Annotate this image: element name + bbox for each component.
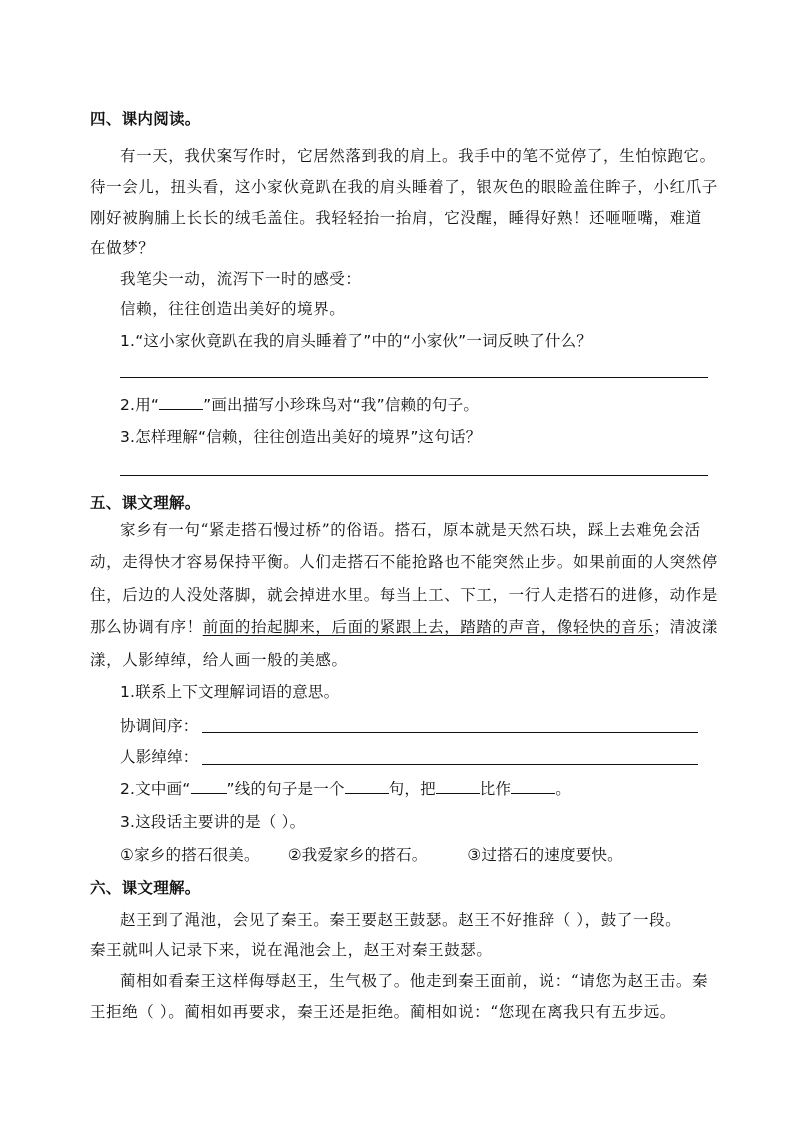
passage-5-line-1: 家乡有一句“紧走搭石慢过桥”的俗语。搭石，原本就是天然石块，踩上去难免会活: [120, 521, 701, 539]
passage-4-line-4: 在做梦？: [90, 239, 155, 257]
answer-line-word-2[interactable]: [202, 764, 698, 765]
passage-5-line-3: 住，后边的人没处落脚，就会掉进水里。每当上工、下工，一行人走搭石的进修，动作是: [90, 586, 718, 604]
passage-6-line-4: 王拒绝（ ）。蔺相如再要求，秦王还是拒绝。蔺相如说：“您现在离我只有五步远。: [90, 1003, 676, 1021]
question-4-2: [120, 395, 479, 415]
passage-5-line-2: 动，走得快才容易保持平衡。人们走搭石不能抢路也不能突然止步。如果前面的人突然停: [90, 553, 718, 571]
question-5-1: 1.联系上下文理解词语的意思。: [120, 683, 340, 701]
passage-4-line-1: 有一天，我伏案写作时，它居然落到我的肩上。我手中的笔不觉停了，生怕惊跑它。: [120, 147, 716, 165]
options-row: [120, 845, 623, 865]
word-1-label: 协调间序：: [120, 717, 199, 735]
passage-5-line-4-start: 那么协调有序！: [90, 618, 203, 636]
section-6-title: 六、课文理解。: [90, 879, 201, 897]
passage-4-line-3: 刚好被胸脯上长长的绒毛盖住。我轻轻抬一抬肩，它没醒，睡得好熟！还咂咂嘴，难道: [90, 209, 702, 227]
answer-line-4-3[interactable]: [120, 475, 708, 476]
word-2-label: 人影绰绰：: [120, 748, 199, 766]
underlined-sentence: 前面的抬起脚来，后面的紧跟上去，踏踏的声音，像轻快的音乐: [202, 618, 654, 636]
question-5-2-part-3: 句，把: [388, 780, 436, 798]
passage-6-line-3: 蔺相如看秦王这样侮辱赵王，生气极了。他走到秦王面前，说：“请您为赵王击。秦: [120, 972, 709, 990]
question-4-1: 1.“这小家伙竟趴在我的肩头睡着了”中的“小家伙”一词反映了什么？: [120, 332, 593, 350]
option-1[interactable]: ①家乡的搭石很美。: [120, 846, 260, 864]
underline-sample: [159, 395, 203, 410]
question-4-2-prefix: 2.用“: [120, 396, 160, 414]
option-3[interactable]: ③过搭石的速度要快。: [467, 846, 623, 864]
question-5-2-part-2: ”线的句子是一个: [226, 780, 345, 798]
answer-line-word-1[interactable]: [202, 732, 698, 733]
passage-5-line-4: [90, 617, 718, 637]
passage-6-line-1: 赵王到了渑池，会见了秦王。秦王要赵王鼓瑟。赵王不好推辞（ ），鼓了一段。: [120, 911, 682, 929]
passage-4-line-5: 我笔尖一动，流泻下一时的感受：: [120, 270, 362, 288]
passage-4-line-6: 信赖，往往创造出美好的境界。: [120, 300, 346, 318]
passage-5-line-4-end: ；清波漾: [653, 618, 718, 636]
section-4-title: 四、课内阅读。: [90, 110, 201, 128]
question-4-3: 3.怎样理解“信赖，往往创造出美好的境界”这句话？: [120, 428, 482, 446]
question-5-2: [120, 779, 571, 799]
passage-4-line-2: 待一会儿，扭头看，这小家伙竟趴在我的肩头睡着了，银灰色的眼睑盖住眸子，小红爪子: [90, 178, 718, 196]
section-5-title: 五、课文理解。: [90, 494, 201, 512]
blank-sentence-type[interactable]: [345, 779, 389, 794]
passage-6-line-2: 秦王就叫人记录下来，说在渑池会上，赵王对秦王鼓瑟。: [90, 941, 493, 959]
blank-subject[interactable]: [436, 779, 480, 794]
question-5-3: 3.这段话主要讲的是（ ）。: [120, 813, 306, 831]
blank-object[interactable]: [511, 779, 555, 794]
question-4-2-suffix: ”画出描写小珍珠鸟对“我”信赖的句子。: [203, 396, 480, 414]
option-2[interactable]: ②我爱家乡的搭石。: [287, 846, 428, 864]
answer-line-4-1[interactable]: [120, 377, 708, 378]
underline-sample: [191, 779, 227, 794]
question-5-2-part-4: 比作: [479, 780, 512, 798]
question-5-2-part-5: 。: [555, 780, 571, 798]
question-5-2-part-1: 2.文中画“: [120, 780, 191, 798]
passage-5-line-5: 漾，人影绰绰，给人画一般的美感。: [90, 651, 348, 669]
